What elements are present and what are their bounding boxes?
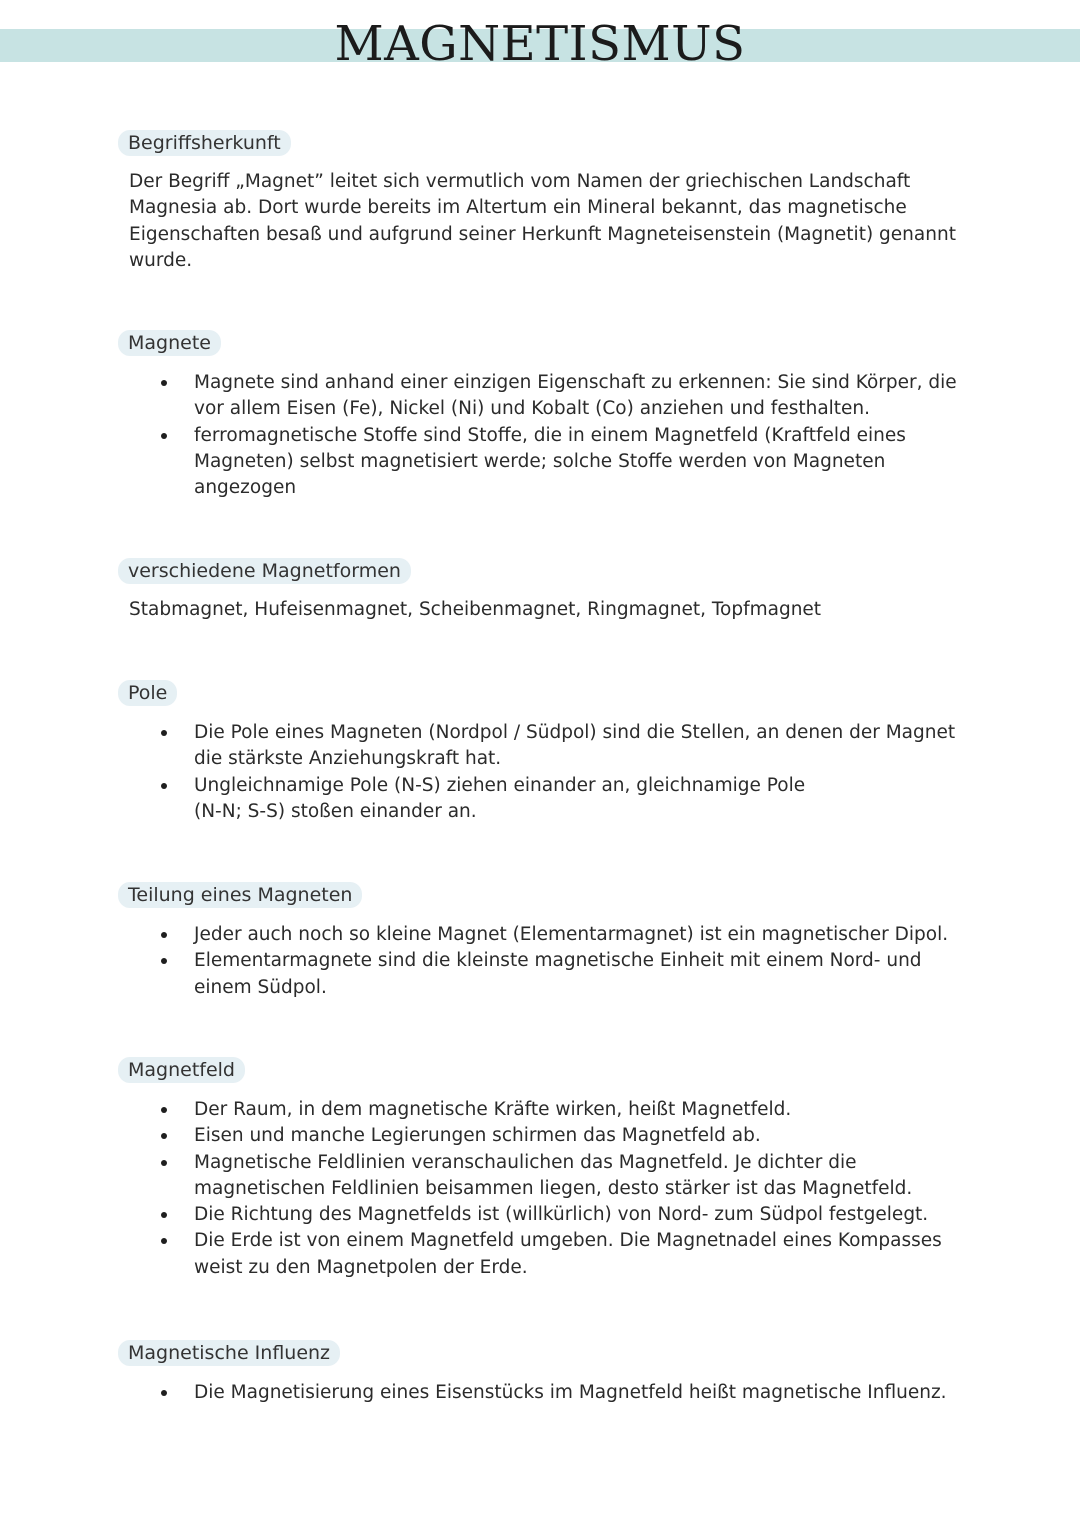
list-item-text: Jeder auch noch so kleine Magnet (Elementarmagnet) ist ein magnetischer Dipol. xyxy=(194,924,949,945)
list-item xyxy=(0,1380,1080,1406)
list-item xyxy=(0,922,1080,948)
list-item-text: Die Richtung des Magnetfelds ist (willkürlich) von Nord- zum Südpol festgelegt. xyxy=(194,1204,929,1226)
list-item xyxy=(0,1097,1080,1123)
list-item xyxy=(0,423,1080,502)
section-heading: Magnetische Influenz xyxy=(118,1340,340,1366)
section-heading: verschiedene Magnetformen xyxy=(118,558,411,584)
list-item-text: Die Pole eines Magneten (Nordpol / Südpol) sind die Stellen, an denen der Magnet die stärkste Anziehungskraft hat. xyxy=(194,722,956,770)
bullet-icon xyxy=(161,730,167,736)
list-item xyxy=(0,1228,1080,1281)
list-item-text: Elementarmagnete sind die kleinste magnetische Einheit mit einem Nord- und einem Südpol. xyxy=(194,950,922,998)
bullet-icon xyxy=(161,1133,167,1139)
section-heading: Pole xyxy=(118,680,177,706)
bullet-icon xyxy=(161,783,167,789)
list-item-text: Magnete sind anhand einer einzigen Eigenschaft zu erkennen: Sie sind Körper, die vor allem Eisen (Fe), Nickel (Ni) und Kobalt (Co) anziehen und festhalten. xyxy=(194,372,957,420)
bullet-icon xyxy=(161,433,167,439)
bullet-icon xyxy=(161,380,167,386)
section-heading: Teilung eines Magneten xyxy=(118,882,362,908)
bullet-icon xyxy=(161,932,167,938)
bullet-icon xyxy=(161,958,167,964)
bullet-list xyxy=(0,370,1080,501)
list-item-text: Die Magnetisierung eines Eisenstücks im Magnetfeld heißt magnetische Influenz. xyxy=(194,1382,947,1403)
section-heading: Magnete xyxy=(118,330,221,356)
list-item-text: Magnetische Feldlinien veranschaulichen das Magnetfeld. Je dichter die magnetischen Feldlinien beisammen liegen, desto stärker ist das Magnetfeld. xyxy=(194,1151,913,1199)
list-item-text: ferromagnetische Stoffe sind Stoffe, die in einem Magnetfeld (Kraftfeld eines Magneten) selbst magnetisiert werde; solche Stoffe werden von Magneten angezogen xyxy=(194,424,906,499)
bullet-list xyxy=(0,1380,1080,1406)
list-item xyxy=(0,948,1080,1001)
section-paragraph: Stabmagnet, Hufeisenmagnet, Scheibenmagnet, Ringmagnet, Topfmagnet xyxy=(129,599,822,620)
list-item-text: Eisen und manche Legierungen schirmen das Magnetfeld ab. xyxy=(194,1125,761,1147)
list-item-text: Der Raum, in dem magnetische Kräfte wirken, heißt Magnetfeld. xyxy=(194,1099,792,1120)
bullet-icon xyxy=(161,1212,167,1218)
list-item xyxy=(0,1123,1080,1149)
bullet-list xyxy=(0,1097,1080,1281)
list-item xyxy=(0,1202,1080,1228)
bullet-icon xyxy=(161,1390,167,1396)
bullet-icon xyxy=(161,1107,167,1113)
bullet-icon xyxy=(161,1238,167,1244)
list-item xyxy=(0,720,1080,773)
page-title: MAGNETISMUS xyxy=(334,16,746,72)
bullet-list xyxy=(0,720,1080,825)
list-item-text: Die Erde ist von einem Magnetfeld umgeben. Die Magnetnadel eines Kompasses weist zu den Magnetpolen der Erde. xyxy=(194,1230,942,1278)
bullet-icon xyxy=(161,1160,167,1166)
section-heading: Begriffsherkunft xyxy=(118,130,291,156)
list-item xyxy=(0,370,1080,423)
bullet-list xyxy=(0,922,1080,1001)
list-item-text: Ungleichnamige Pole (N-S) ziehen einander an, gleichnamige Pole (N-N; S-S) stoßen einander an. xyxy=(194,774,806,822)
list-item xyxy=(0,773,1080,826)
section-heading: Magnetfeld xyxy=(118,1057,245,1083)
section-paragraph: Der Begriff „Magnet” leitet sich vermutlich vom Namen der griechischen Landschaft Magnesia ab. Dort wurde bereits im Altertum ein Mineral bekannt, das magnetische Eigenschaften besaß und aufgrund seiner Herkunft Magneteisenstein (Magnetit) genannt wurde. xyxy=(129,171,956,271)
list-item xyxy=(0,1150,1080,1203)
